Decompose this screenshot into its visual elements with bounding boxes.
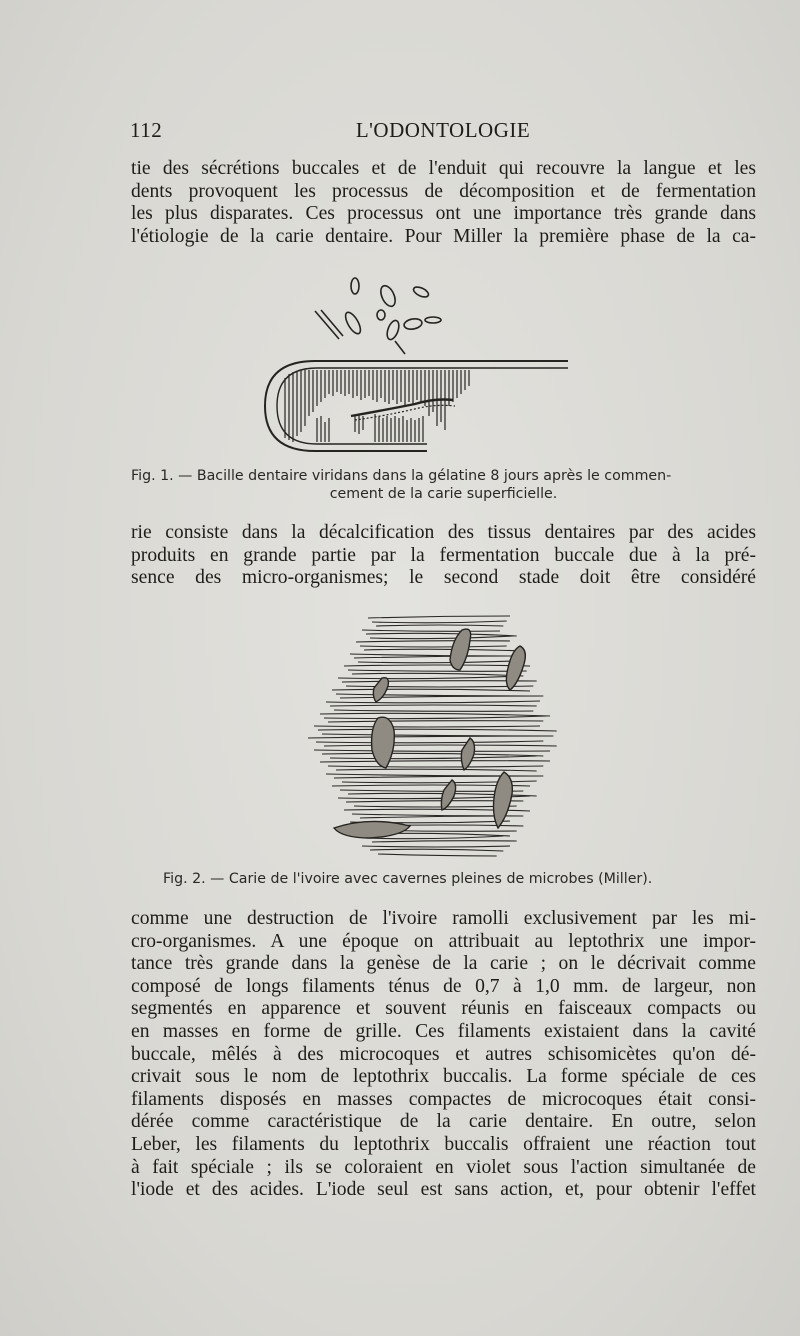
paragraph-1 — [131, 158, 756, 248]
hatch-line — [314, 750, 550, 751]
hatch-line — [330, 756, 537, 759]
page-header — [130, 118, 756, 148]
hatch-line — [344, 665, 530, 666]
hatch-line — [372, 841, 517, 842]
hatch-line — [366, 633, 517, 636]
hatch-line — [338, 676, 520, 679]
text-line: les plus disparates. Ces processus ont une importance très grande dans — [131, 203, 756, 225]
text-line: filaments disposés en masses compactes de microcoques était consi- — [131, 1088, 756, 1110]
hatch-line — [332, 689, 530, 691]
hatch-line — [370, 849, 503, 851]
hatch-line — [360, 816, 517, 818]
hatch-line — [362, 846, 510, 847]
hatch-line — [322, 753, 543, 756]
hatch-line — [358, 661, 513, 663]
hatch-line — [316, 741, 543, 743]
hatch-line — [340, 696, 543, 698]
figure-2-illustration — [290, 610, 580, 865]
figure-1-caption — [131, 467, 756, 503]
paragraph-2 — [131, 522, 756, 590]
hatch-line — [314, 726, 540, 727]
hatch-line — [334, 710, 533, 711]
hatch-line — [318, 729, 557, 731]
figure-1-illustration — [255, 266, 575, 456]
hatch-line — [324, 716, 547, 719]
hatch-line — [308, 736, 550, 738]
hatch-line — [330, 705, 537, 706]
text-line: produits en grande partie par la fermentation buccale due à la pré- — [131, 544, 756, 566]
text-line: Leber, les filaments du leptothrix buccalis offraient une réaction tout — [131, 1133, 756, 1155]
caption-line: cement de la carie superficielle. — [329, 486, 558, 502]
hatch-line — [370, 636, 513, 639]
hatch-line — [356, 641, 510, 642]
hatch-line — [320, 713, 550, 716]
text-line: en masses en forme de grille. Ces filaments existaient dans la cavité — [131, 1020, 756, 1042]
page-number: 112 — [130, 118, 163, 142]
text-line: segmentés en apparence et souvent réunis en faisceaux compacts ou — [131, 998, 756, 1020]
hatch-line — [328, 766, 543, 767]
text-line: composé de longs filaments ténus de 0,7 à 1,0 mm. de largeur, non — [131, 975, 756, 997]
hatch-line — [362, 630, 500, 631]
hatch-line — [334, 776, 543, 778]
text-line: tance très grande dans la genèse de la carie ; on le décrivait comme — [131, 953, 756, 975]
hatch-line — [354, 806, 517, 807]
hatch-line — [372, 621, 507, 623]
hatch-line — [348, 670, 527, 671]
text-line: à fait spéciale ; ils se coloraient en violet sous l'action simultanée de — [131, 1156, 756, 1178]
text-line: l'étiologie de la carie dentaire. Pour Miller la première phase de la ca- — [131, 225, 756, 247]
text-line: tie des sécrétions buccales et de l'enduit qui recouvre la langue et les — [131, 158, 756, 179]
text-line: sence des micro-organismes; le second stade doit être considéré — [131, 567, 756, 589]
paragraph-3 — [131, 908, 756, 1202]
hatch-line — [368, 616, 510, 618]
hatch-line — [354, 656, 517, 658]
text-line: rie consiste dans la décalcification des tissus dentaires par des acides — [131, 522, 756, 543]
text-line: comme une destruction de l'ivoire ramolli exclusivement par les mi- — [131, 908, 756, 929]
text-line: cro-organismes. A une époque on attribuait au leptothrix une impor- — [131, 930, 756, 952]
hatch-line — [320, 761, 550, 762]
caption-line: Fig. 1. — Bacille dentaire viridans dans la gélatine 8 jours après le commen- — [131, 468, 672, 484]
hatch-line — [364, 649, 523, 651]
text-line: crivait sous le nom de leptothrix buccalis. La forme spéciale de ces — [131, 1066, 756, 1088]
running-title: L'ODONTOLOGIE — [355, 118, 531, 142]
text-line: dents provoquent les processus de décomposition et de fermentation — [131, 180, 756, 202]
hatch-line — [326, 701, 540, 703]
text-line: l'iode et des acides. L'iode seul est sans action, et, pour obtenir l'effet — [131, 1179, 756, 1201]
text-line: buccale, mêlés à des microcoques et autres schisomicètes qu'on dé- — [131, 1043, 756, 1065]
hatch-line — [324, 745, 557, 746]
text-line: dérée comme caractéristique de la carie dentaire. En outre, selon — [131, 1111, 756, 1133]
figure-2-caption: Fig. 2. — Carie de l'ivoire avec cavernes pleines de microbes (Miller). — [163, 871, 653, 887]
hatch-line — [336, 769, 537, 771]
hatch-line — [376, 625, 503, 626]
hatch-line — [360, 646, 507, 647]
hatch-line — [378, 854, 497, 856]
hatch-line — [328, 721, 543, 722]
hatch-line — [352, 673, 523, 676]
